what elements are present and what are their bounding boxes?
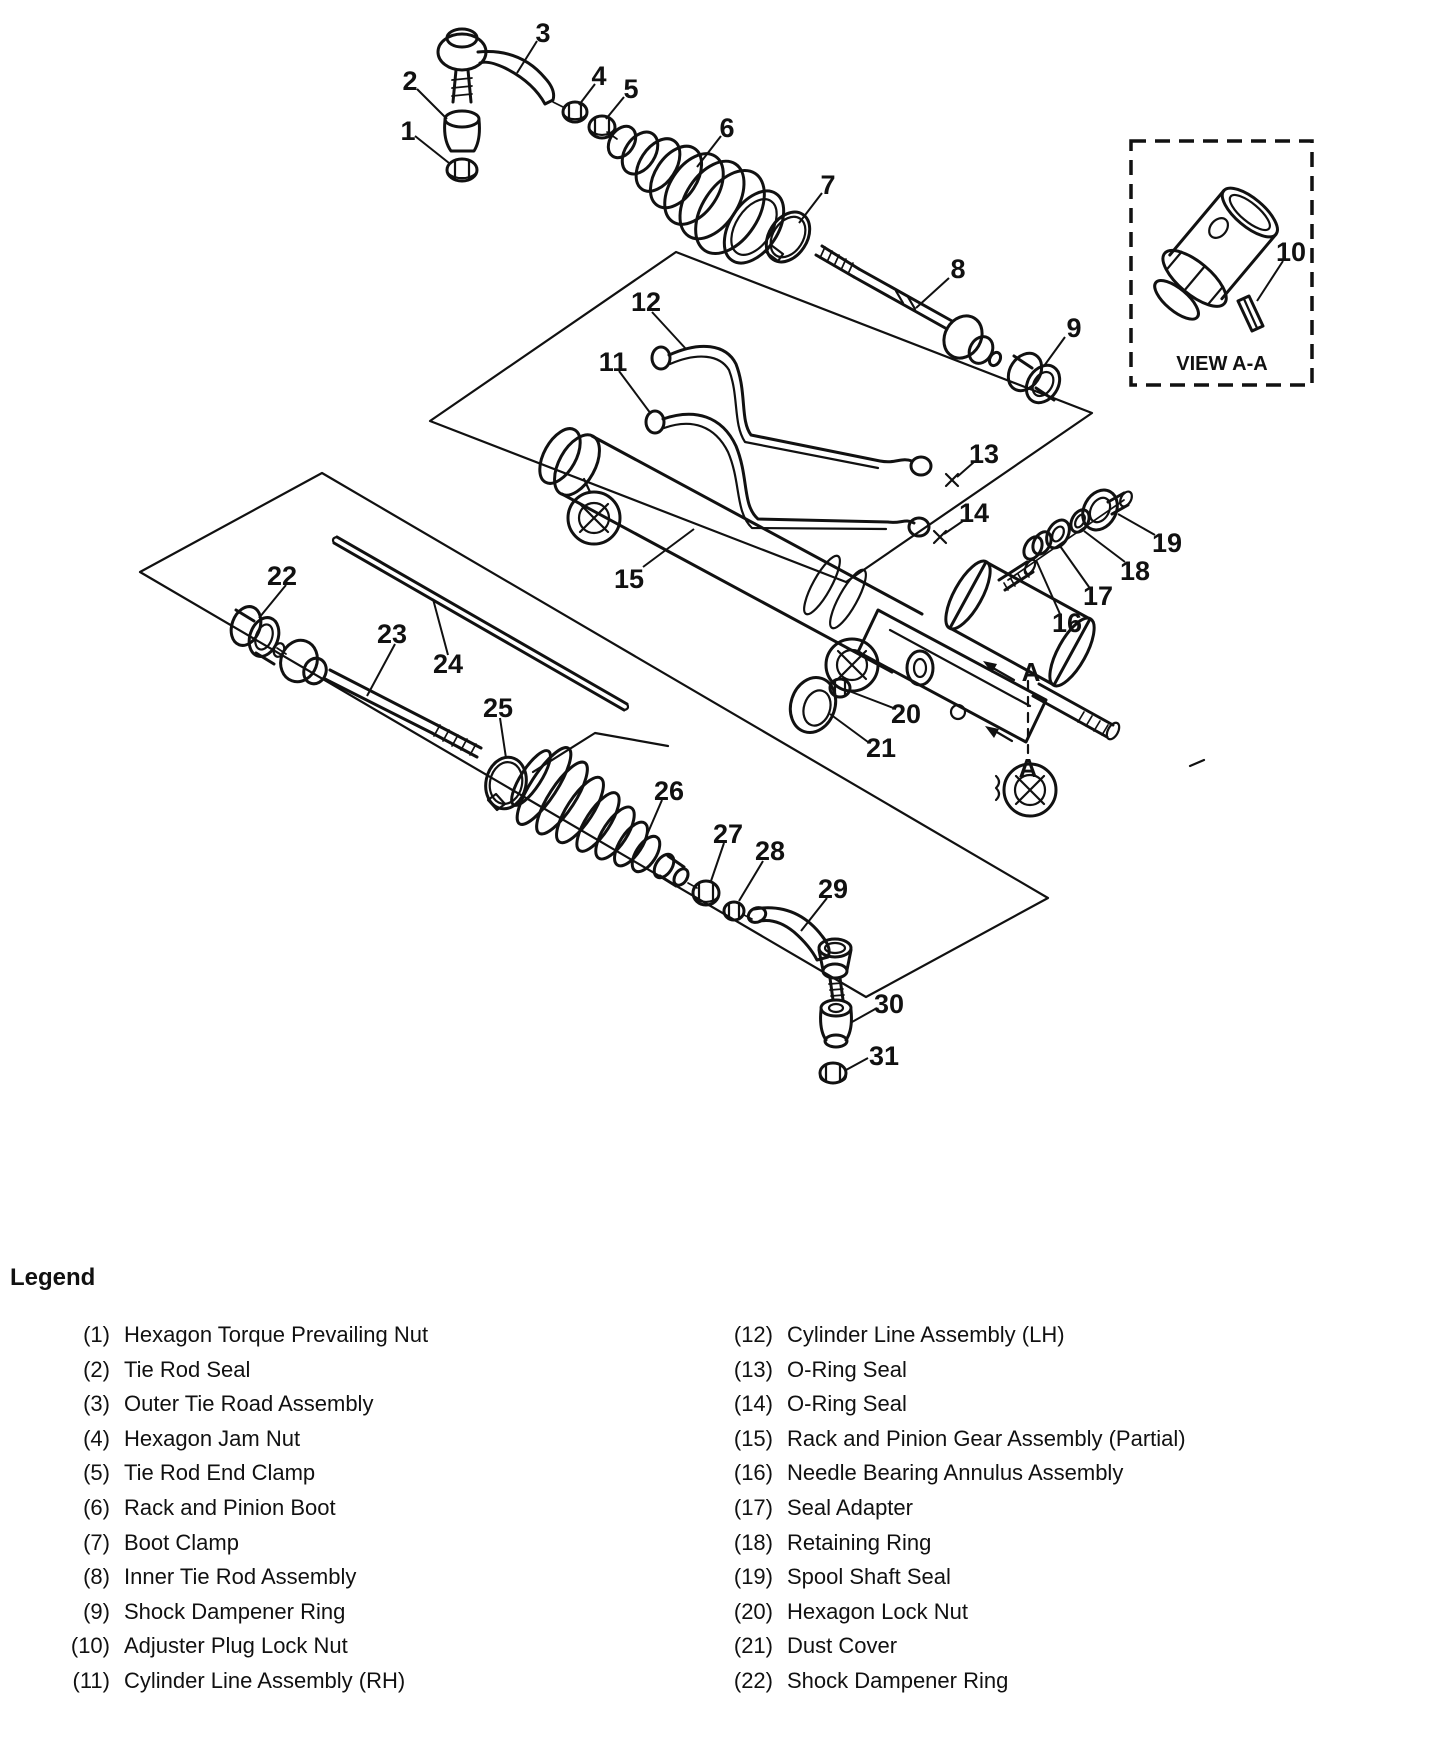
cylinder-line-assembly-lh	[652, 346, 931, 475]
legend-item	[713, 1318, 1430, 1353]
outer-tie-rod-assembly-bottom	[746, 905, 851, 1000]
callout-31: 31	[868, 1041, 900, 1071]
legend-item	[10, 1629, 670, 1664]
callout-3: 3	[535, 18, 551, 48]
legend-item-number: (12)	[733, 1322, 773, 1347]
legend-column-right	[713, 1318, 1430, 1699]
tie-rod-seal-bottom	[821, 1000, 852, 1047]
adjuster-plug-lock-nut	[1238, 296, 1263, 331]
mount-bushing-lower-left	[826, 639, 878, 691]
legend-item	[10, 1595, 670, 1630]
hexagon-torque-prevailing-nut-top	[447, 159, 477, 181]
legend-item-label: Hexagon Jam Nut	[124, 1425, 301, 1451]
legend-item	[10, 1456, 670, 1491]
legend-item	[10, 1560, 670, 1595]
legend-item-label: Rack and Pinion Gear Assembly (Partial)	[787, 1425, 1186, 1451]
legend-item-label: Shock Dampener Ring	[124, 1598, 346, 1624]
hexagon-torque-prevailing-nut-bottom	[820, 1063, 846, 1083]
boot-clamp-top	[757, 204, 818, 270]
rack-and-pinion-boot-lower	[505, 741, 697, 888]
legend-item-number: (15)	[733, 1425, 773, 1451]
legend-item	[713, 1664, 1430, 1699]
o-ring-seal-13	[946, 474, 958, 486]
legend-item-label: Outer Tie Road Assembly	[124, 1391, 374, 1417]
legend-item-label: Spool Shaft Seal	[787, 1564, 951, 1590]
legend-item-label: Boot Clamp	[124, 1529, 239, 1555]
legend-item-number: (2)	[83, 1356, 110, 1382]
callout-25: 25	[482, 693, 514, 723]
legend-item-number: (3)	[83, 1391, 110, 1417]
callout-20: 20	[890, 699, 922, 729]
legend	[10, 1264, 1430, 1693]
legend-item-number: (4)	[83, 1425, 110, 1451]
boot-clamp-lower	[481, 753, 531, 812]
callout-1: 1	[400, 116, 416, 146]
legend-item	[713, 1456, 1430, 1491]
callout-14: 14	[958, 498, 990, 528]
callout-17: 17	[1082, 581, 1114, 611]
inset-title: VIEW A-A	[1176, 353, 1268, 375]
callout-numbers	[267, 18, 1306, 1071]
callout-13: 13	[968, 439, 1000, 469]
legend-item	[10, 1387, 670, 1422]
legend-item-label: Hexagon Torque Prevailing Nut	[124, 1322, 429, 1347]
legend-item-label: Inner Tie Rod Assembly	[124, 1564, 357, 1590]
legend-item-number: (11)	[72, 1667, 110, 1693]
callout-22: 22	[266, 561, 298, 591]
legend-item	[10, 1526, 670, 1561]
legend-item	[10, 1318, 670, 1353]
callout-23: 23	[376, 619, 408, 649]
hexagon-jam-nut-lower	[693, 881, 719, 905]
rack-and-pinion-gear-assembly	[531, 422, 922, 672]
legend-item-label: Needle Bearing Annulus Assembly	[787, 1460, 1124, 1486]
callout-21: 21	[865, 733, 897, 763]
legend-item-label: Adjuster Plug Lock Nut	[124, 1633, 348, 1659]
legend-item-number: (17)	[733, 1494, 773, 1520]
legend-item-label: Cylinder Line Assembly (RH)	[124, 1667, 406, 1693]
callout-19: 19	[1151, 528, 1183, 558]
callout-2: 2	[402, 66, 418, 96]
callout-24: 24	[432, 649, 464, 679]
legend-item	[713, 1387, 1430, 1422]
legend-item-number: (16)	[733, 1460, 773, 1486]
legend-title: Legend	[10, 1264, 96, 1291]
callout-27: 27	[712, 819, 744, 849]
legend-item	[713, 1422, 1430, 1457]
section-letter-a-top: A	[1021, 657, 1041, 687]
legend-item-number: (18)	[733, 1529, 773, 1555]
legend-item-number: (21)	[733, 1633, 773, 1659]
legend-item-label: Shock Dampener Ring	[787, 1667, 1009, 1693]
cylinder-line-assembly-rh	[646, 411, 929, 536]
callout-18: 18	[1119, 556, 1151, 586]
callout-29: 29	[817, 874, 849, 904]
legend-item-label: Tie Rod End Clamp	[124, 1460, 316, 1486]
inner-tie-rod-assembly-top	[816, 246, 1003, 368]
legend-item-number: (5)	[83, 1460, 110, 1486]
callout-9: 9	[1066, 313, 1082, 343]
legend-item	[713, 1595, 1430, 1630]
legend-item-number: (9)	[83, 1598, 110, 1624]
legend-item-number: (7)	[83, 1529, 110, 1555]
callout-8: 8	[950, 254, 966, 284]
callout-15: 15	[613, 564, 645, 594]
legend-item-label: O-Ring Seal	[787, 1391, 907, 1417]
legend-item-label: Cylinder Line Assembly (LH)	[787, 1322, 1065, 1347]
legend-item	[713, 1526, 1430, 1561]
legend-item-number: (22)	[733, 1667, 773, 1693]
legend-item-label: Seal Adapter	[787, 1494, 913, 1520]
legend-item	[713, 1491, 1430, 1526]
legend-item-number: (8)	[83, 1564, 110, 1590]
callout-6: 6	[719, 113, 735, 143]
legend-item	[10, 1353, 670, 1388]
section-letter-a-bottom: A	[1018, 753, 1038, 783]
legend-item-number: (6)	[83, 1494, 110, 1520]
callout-11: 11	[598, 347, 628, 377]
callout-28: 28	[754, 836, 786, 866]
legend-item-label: O-Ring Seal	[787, 1356, 907, 1382]
legend-item	[10, 1664, 670, 1699]
callout-5: 5	[623, 74, 639, 104]
legend-item-number: (1)	[83, 1322, 110, 1347]
adjuster-plug-art	[1140, 177, 1289, 334]
reference-plane-upper	[430, 252, 1092, 582]
legend-item	[713, 1353, 1430, 1388]
legend-item-label: Rack and Pinion Boot	[124, 1494, 336, 1520]
legend-item-label: Hexagon Lock Nut	[787, 1598, 968, 1624]
legend-item	[713, 1629, 1430, 1664]
legend-item-label: Retaining Ring	[787, 1529, 932, 1555]
hexagon-jam-nut	[563, 102, 587, 122]
legend-item-label: Dust Cover	[787, 1633, 898, 1659]
retaining-ring	[1067, 507, 1093, 536]
legend-item	[713, 1560, 1430, 1595]
callout-4: 4	[591, 61, 607, 91]
legend-item-number: (10)	[70, 1633, 110, 1659]
legend-item-label: Tie Rod Seal	[124, 1356, 251, 1382]
callout-30: 30	[873, 989, 905, 1019]
tie-rod-seal-top	[445, 111, 480, 151]
legend-item	[10, 1491, 670, 1526]
legend-item-number: (13)	[733, 1356, 773, 1382]
seal-adapter	[1042, 516, 1074, 552]
callout-10: 10	[1275, 237, 1307, 267]
legend-item-number: (20)	[733, 1598, 773, 1624]
legend-item-number: (19)	[733, 1564, 773, 1590]
callout-7: 7	[820, 170, 836, 200]
legend-item	[10, 1422, 670, 1457]
callout-16: 16	[1051, 608, 1083, 638]
callout-12: 12	[630, 287, 662, 317]
legend-column-left	[10, 1318, 670, 1699]
legend-item-number: (14)	[733, 1391, 773, 1417]
callout-26: 26	[653, 776, 685, 806]
